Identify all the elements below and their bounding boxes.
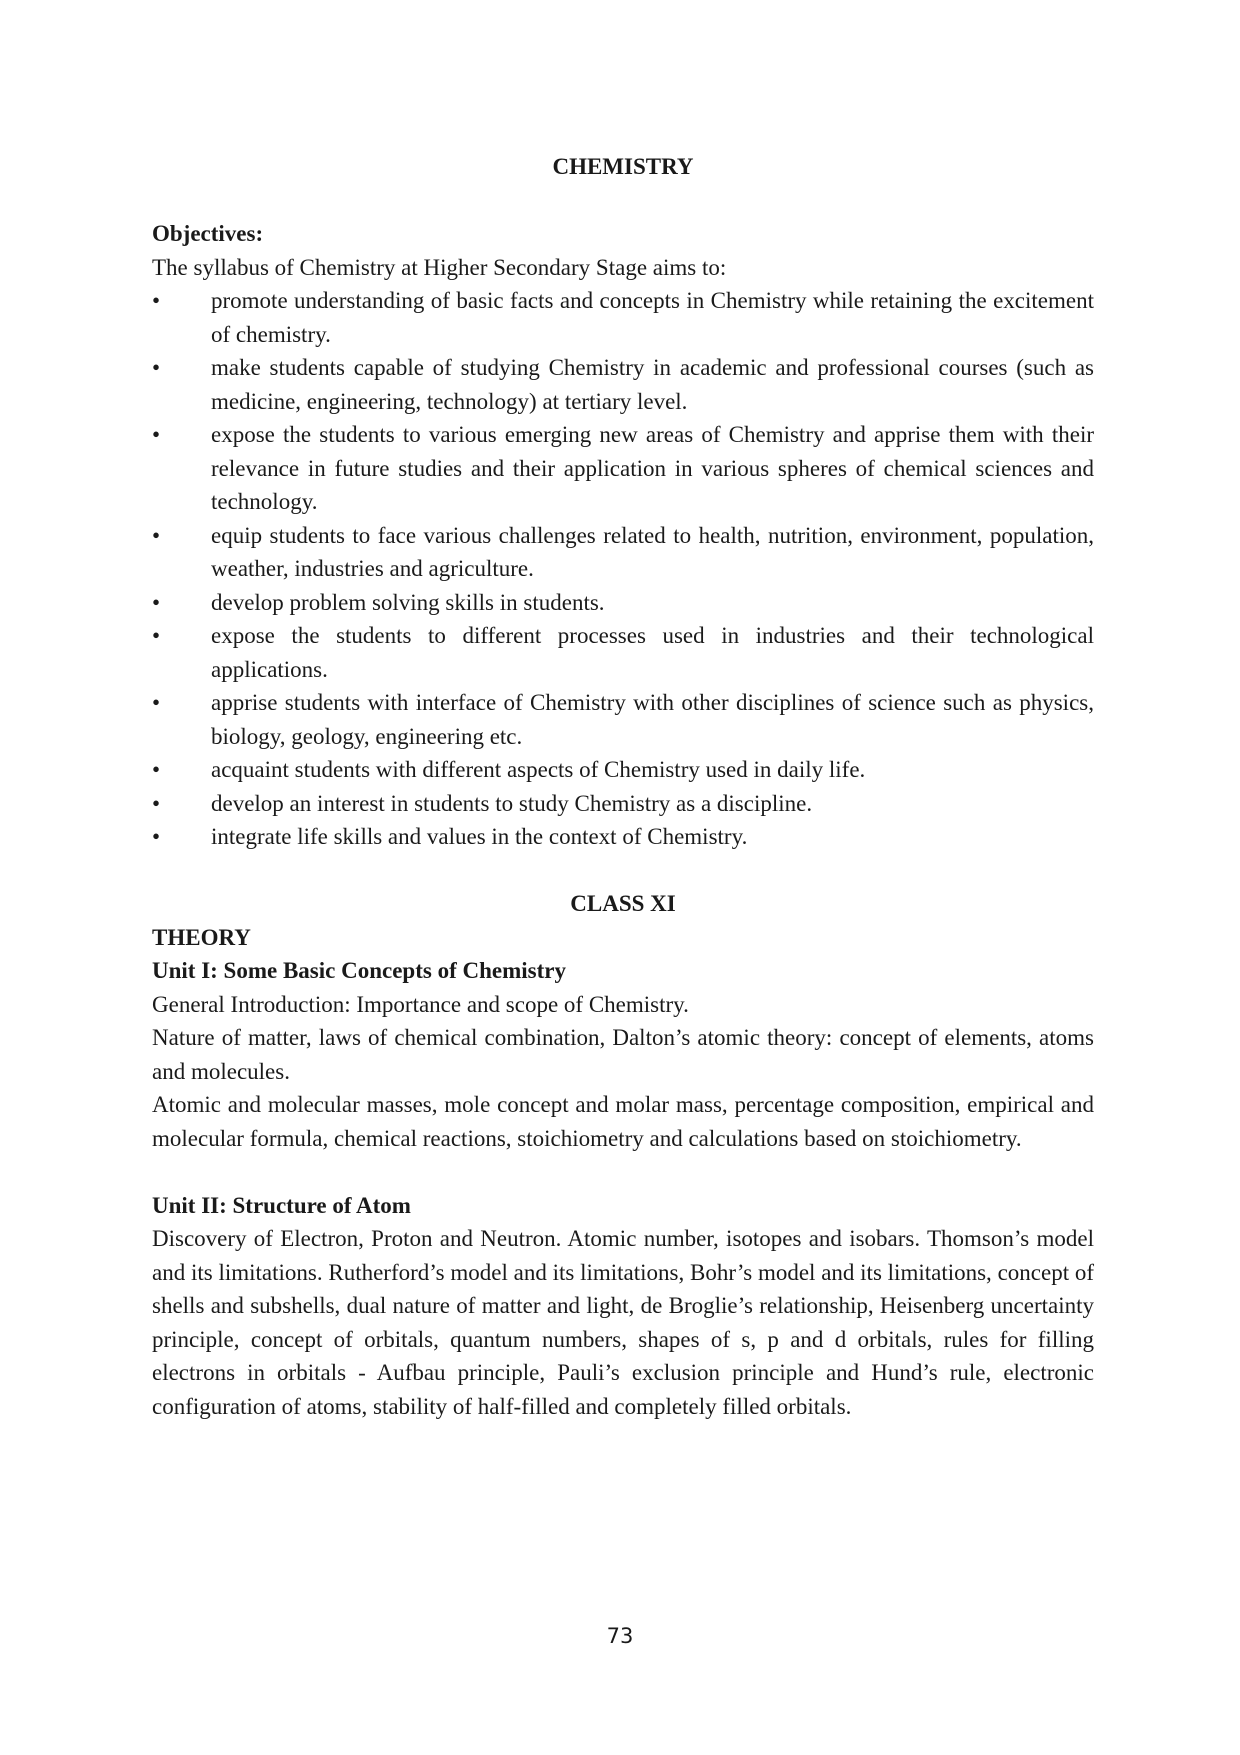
objectives-intro: The syllabus of Chemistry at Higher Secondary Stage aims to: bbox=[152, 254, 727, 280]
objectives-heading: Objectives: bbox=[152, 221, 264, 246]
bullet-icon: • bbox=[152, 824, 161, 849]
spacer bbox=[152, 184, 1094, 218]
bullet-icon: • bbox=[152, 690, 161, 715]
unit1-paragraph: Nature of matter, laws of chemical combination, Dalton’s atomic theory: concept of elements, atoms and molecules. bbox=[152, 1025, 1094, 1084]
unit2-heading: Unit II: Structure of Atom bbox=[152, 1192, 411, 1218]
unit1-paragraph: Atomic and molecular masses, mole concept and molar mass, percentage composition, empirical and molecular formula, chemical reactions, stoichiometry and calculations based on stoichiometry. bbox=[152, 1092, 1094, 1151]
objective-item bbox=[152, 619, 1094, 686]
unit2-paragraph: Discovery of Electron, Proton and Neutron. Atomic number, isotopes and isobars. Thomson’s model and its limitations. Rutherford’s model and its limitations, Bohr’s model and its limitations, concept of shells and subshells, dual nature of matter and light, de Broglie’s relationship, Heisenberg uncertainty principle, concept of orbitals, quantum numbers, shapes of s, p and d orbitals, rules for filling electrons in orbitals - Aufbau principle, Pauli’s exclusion principle and Hund’s rule, electronic configuration of atoms, stability of half-filled and completely filled orbitals. bbox=[152, 1226, 1094, 1419]
spacer bbox=[152, 1155, 1094, 1189]
objective-item bbox=[152, 519, 1094, 586]
objectives-list bbox=[152, 284, 1094, 854]
document-title: CHEMISTRY bbox=[552, 154, 694, 179]
page-number: 73 bbox=[606, 1624, 634, 1648]
objective-text: develop problem solving skills in students. bbox=[211, 589, 605, 615]
objective-text: develop an interest in students to study Chemistry as a discipline. bbox=[211, 790, 813, 816]
objective-item bbox=[152, 787, 1094, 821]
objective-text: acquaint students with different aspects of Chemistry used in daily life. bbox=[211, 757, 866, 782]
objective-text: equip students to face various challenges related to health, nutrition, environment, population, weather, industries and agriculture. bbox=[211, 522, 1094, 581]
bullet-icon: • bbox=[152, 355, 161, 380]
spacer bbox=[152, 854, 1094, 888]
objective-item bbox=[152, 820, 1094, 854]
bullet-icon: • bbox=[152, 790, 161, 816]
theory-heading: THEORY bbox=[152, 924, 251, 950]
document-page bbox=[152, 150, 1094, 1423]
objective-item bbox=[152, 418, 1094, 519]
objective-item bbox=[152, 351, 1094, 418]
bullet-icon: • bbox=[152, 522, 161, 548]
bullet-icon: • bbox=[152, 288, 161, 313]
bullet-icon: • bbox=[152, 757, 161, 782]
bullet-icon: • bbox=[152, 589, 161, 615]
unit1-paragraph: General Introduction: Importance and scope of Chemistry. bbox=[152, 991, 689, 1017]
bullet-icon: • bbox=[152, 623, 161, 648]
objective-text: expose the students to different processes used in industries and their technological applications. bbox=[211, 623, 1094, 682]
objective-item bbox=[152, 686, 1094, 753]
unit1-heading: Unit I: Some Basic Concepts of Chemistry bbox=[152, 958, 566, 983]
objective-text: make students capable of studying Chemistry in academic and professional courses (such as medicine, engineering, technology) at tertiary level. bbox=[211, 355, 1094, 414]
objective-text: expose the students to various emerging new areas of Chemistry and apprise them with their relevance in future studies and their application in various spheres of chemical sciences and technology. bbox=[211, 422, 1094, 514]
objective-text: promote understanding of basic facts and concepts in Chemistry while retaining the excitement of chemistry. bbox=[211, 288, 1094, 347]
objective-text: integrate life skills and values in the context of Chemistry. bbox=[211, 824, 748, 849]
bullet-icon: • bbox=[152, 422, 161, 447]
class-heading: CLASS XI bbox=[570, 891, 676, 916]
objective-item bbox=[152, 284, 1094, 351]
objective-item bbox=[152, 753, 1094, 787]
objective-text: apprise students with interface of Chemistry with other disciplines of science such as physics, biology, geology, engineering etc. bbox=[211, 690, 1094, 749]
objective-item bbox=[152, 586, 1094, 620]
